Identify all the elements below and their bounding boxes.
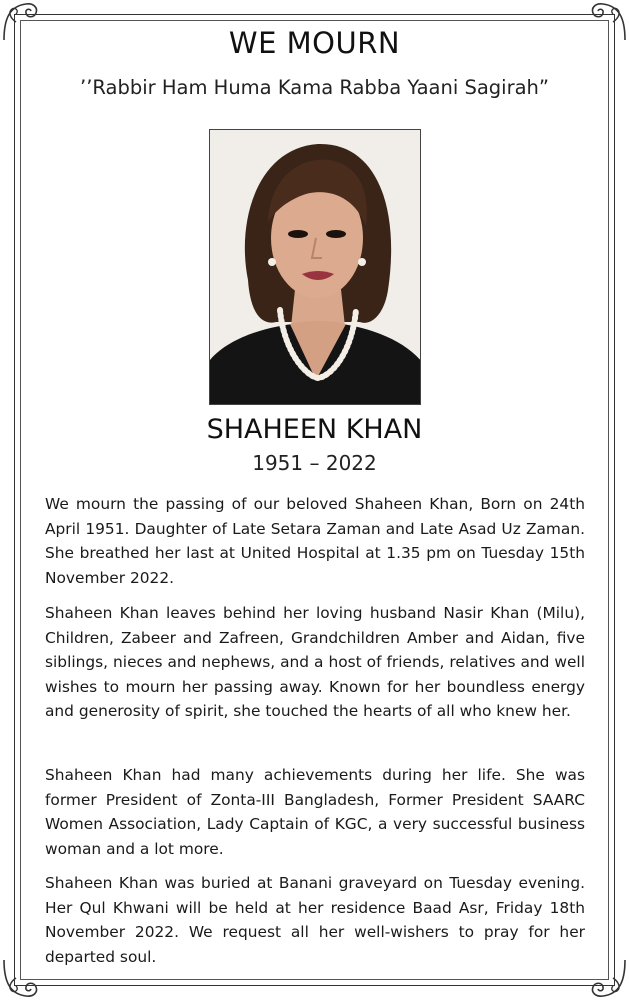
- obituary-paragraph: Shaheen Khan had many achievements during her life. She was former President of Zonta-III Bangladesh, Former President SAARC Women Association, Lady Captain of KGC, a very successful business woman and a lot more.: [45, 766, 585, 858]
- obituary-paragraph: Shaheen Khan leaves behind her loving husband Nasir Khan (Milu), Children, Zabeer and Zafreen, Grandchildren Amber and Aidan, five siblings, nieces and nephews, and a host of friends, relatives and well wishes to mourn her passing away. Known for her boundless energy and generosity of spirit, she touched the hearts of all who knew her.: [45, 604, 585, 720]
- obituary-paragraph: We mourn the passing of our beloved Shaheen Khan, Born on 24th April 1951. Daughter of Late Setara Zaman and Late Asad Uz Zaman. She breathed her last at United Hospital at 1.35 pm on Tuesday 15th November 2022.: [45, 495, 585, 587]
- corner-flourish-icon: [587, 958, 629, 1000]
- corner-flourish-icon: [0, 958, 42, 1000]
- page-title: WE MOURN: [228, 26, 401, 60]
- deceased-name: SHAHEEN KHAN: [206, 414, 423, 445]
- obituary-paragraph: Shaheen Khan was buried at Banani graveyard on Tuesday evening. Her Qul Khwani will be held at her residence Baad Asr, Friday 18th November 2022. We request all her well-wishers to pray for her departed soul.: [45, 874, 585, 966]
- prayer-verse: ’’Rabbir Ham Huma Kama Rabba Yaani Sagirah”: [80, 76, 549, 99]
- portrait-photo: [209, 129, 421, 405]
- life-years: 1951 – 2022: [252, 451, 377, 475]
- portrait-illustration: [210, 130, 421, 405]
